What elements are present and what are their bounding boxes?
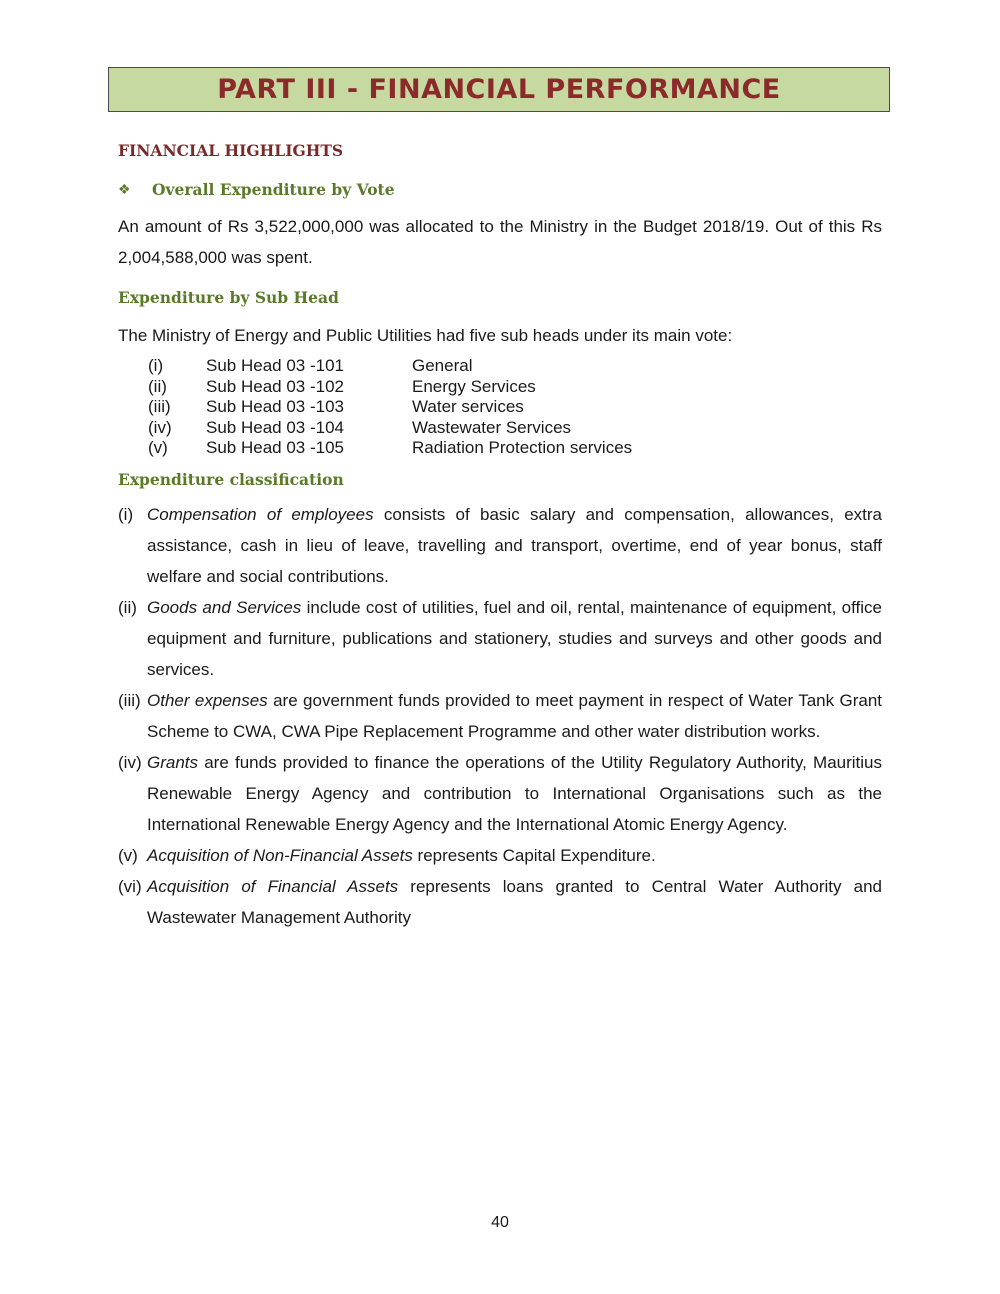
section-heading: FINANCIAL HIGHLIGHTS [118,141,344,160]
list-item: (v) Sub Head 03 -105 Radiation Protection services [148,438,633,458]
sub-head-list [148,356,632,459]
title-banner [108,67,890,112]
list-item: (v) Acquisition of Non-Financial Assets represents Capital Expenditure. [118,846,656,865]
list-item: (ii) Goods and Services include cost of utilities, fuel and oil, rental, maintenance of equipment, office equipment and furniture, publications and stationery, studies and surveys and other goods and services. [118,598,882,679]
list-item: (iv) Sub Head 03 -104 Wastewater Services [148,417,572,437]
vote-heading: Overall Expenditure by Vote [152,180,395,199]
classification-list [118,499,882,933]
vote-heading-row [118,180,395,199]
page-number: 40 [491,1214,509,1231]
list-item: (iii) Other expenses are government funds provided to meet payment in respect of Water Tank Grant Scheme to CWA, CWA Pipe Replacement Programme and other water distribution works. [118,691,883,741]
vote-paragraph: An amount of Rs 3,522,000,000 was allocated to the Ministry in the Budget 2018/19. Out of this Rs 2,004,588,000 was spent. [118,217,882,267]
list-item: (i) Compensation of employees consists of basic salary and compensation, allowances, extra assistance, cash in lieu of leave, travelling and transport, overtime, end of year bonus, staff welfare and social contributions. [118,505,882,586]
list-item: (iv) Grants are funds provided to finance the operations of the Utility Regulatory Authority, Mauritius Renewable Energy Agency and contribution to International Organisations such as the International Renewable Energy Agency and the International Atomic Energy Agency. [118,753,882,834]
list-item: (vi) Acquisition of Financial Assets represents loans granted to Central Water Authority and Wastewater Management Authority [118,877,882,927]
list-item: (i) Sub Head 03 -101 General [148,356,473,375]
sub-head-heading: Expenditure by Sub Head [118,288,339,307]
list-item: (iii) Sub Head 03 -103 Water services [148,397,524,417]
page-title: PART III - FINANCIAL PERFORMANCE [217,74,781,105]
diamond-bullet-icon: ❖ [118,181,131,197]
sub-head-intro: The Ministry of Energy and Public Utilities had five sub heads under its main vote: [118,326,733,345]
classification-heading: Expenditure classification [118,470,344,489]
list-item: (ii) Sub Head 03 -102 Energy Services [148,376,536,396]
